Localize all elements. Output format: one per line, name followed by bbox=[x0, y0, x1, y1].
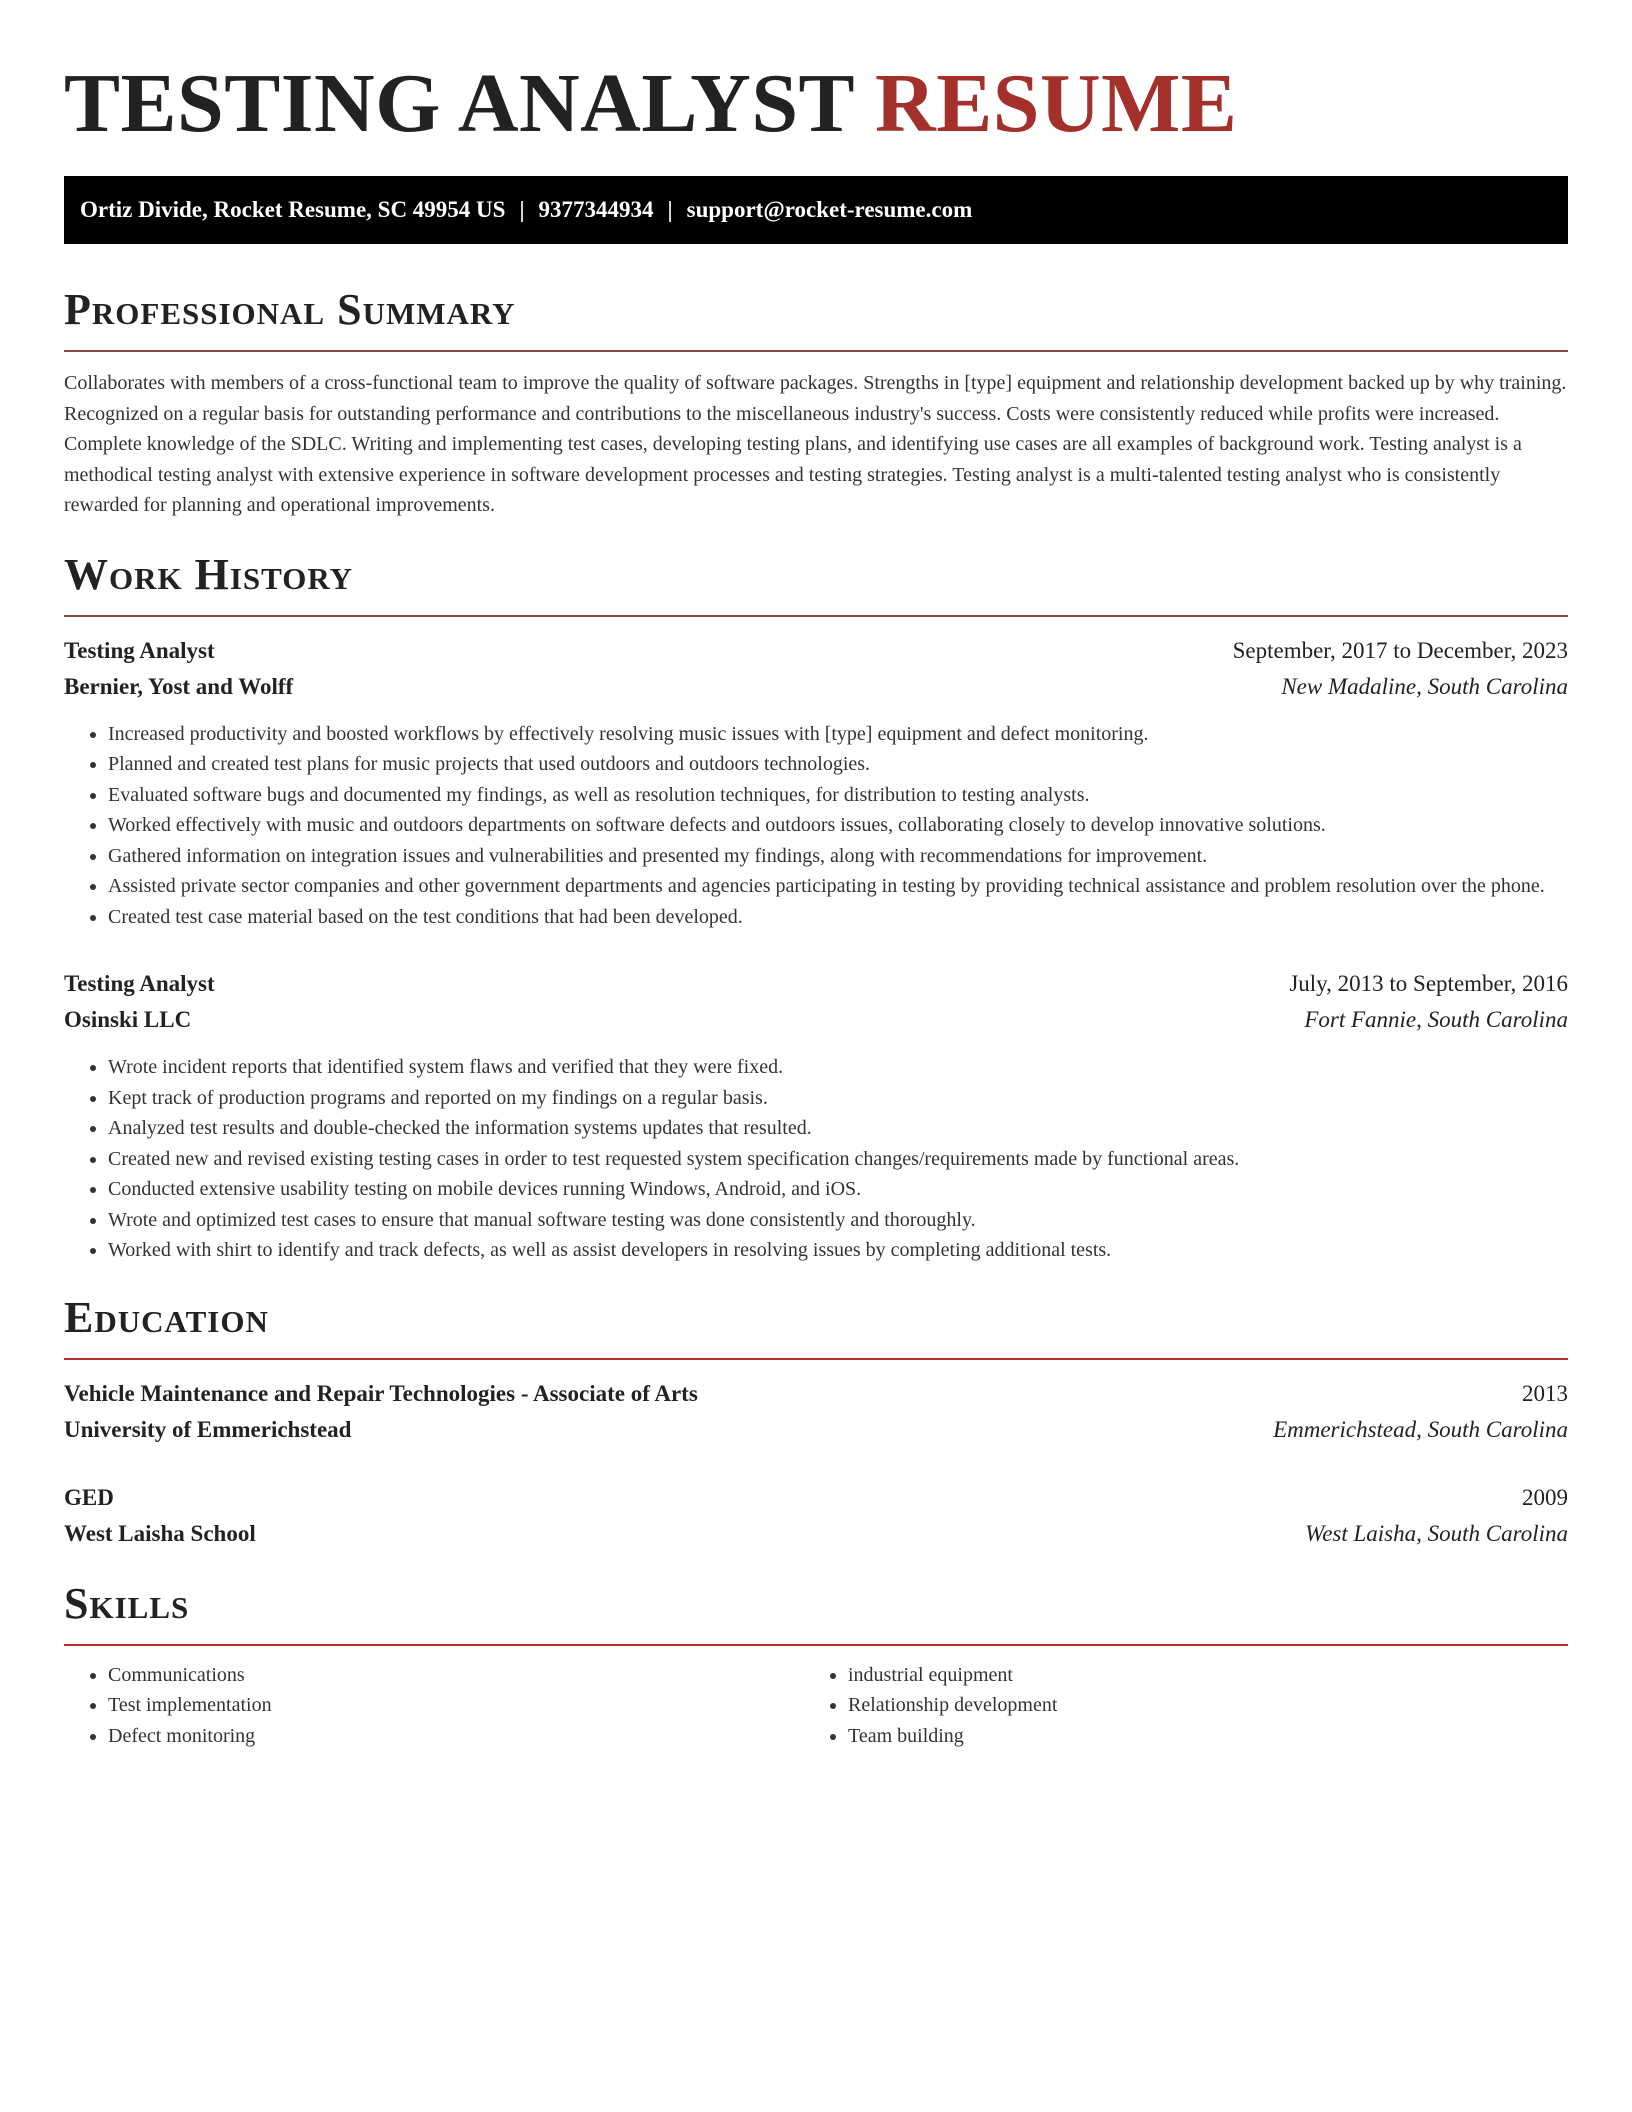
summary-heading: Professional Summary bbox=[64, 285, 516, 334]
job-company: Osinski LLC bbox=[64, 1007, 192, 1032]
skills-column-right bbox=[804, 1660, 1544, 1752]
skill-item: • industrial equipment bbox=[848, 1660, 1544, 1691]
job-title: Testing Analyst bbox=[64, 971, 215, 996]
education-year: 2009 bbox=[1522, 1484, 1568, 1510]
skill-item: • Relationship development bbox=[848, 1690, 1544, 1721]
contact-phone: 9377344934 bbox=[538, 197, 654, 222]
job-bullet: • Created test case material based on the test conditions that had been developed. bbox=[108, 902, 1568, 933]
job-title: Testing Analyst bbox=[64, 637, 215, 663]
work-history-heading: Work History bbox=[64, 549, 354, 599]
skills-heading: Skills bbox=[64, 1578, 190, 1628]
job-bullet: • Analyzed test results and double-checked the information systems updates that resulted. bbox=[108, 1113, 1568, 1144]
job-header-row bbox=[64, 966, 1568, 1002]
education-year: 2013 bbox=[1522, 1380, 1568, 1406]
job-bullets bbox=[64, 719, 1568, 933]
section-divider bbox=[64, 1644, 1568, 1646]
contact-address: Ortiz Divide, Rocket Resume, SC 49954 US bbox=[80, 197, 506, 222]
education-school: University of Emmerichstead bbox=[64, 1416, 352, 1442]
education-header-row bbox=[64, 1480, 1568, 1516]
job-location: Fort Fannie, South Carolina bbox=[1304, 1007, 1568, 1032]
education-header-row bbox=[64, 1376, 1568, 1412]
job-entry bbox=[64, 966, 1568, 1266]
education-school-row bbox=[64, 1516, 1568, 1552]
job-bullet: • Increased productivity and boosted workflows by effectively resolving music issues with [type] equipment and defect monitoring. bbox=[108, 719, 1568, 750]
work-history-section bbox=[64, 549, 1568, 1266]
job-header-row bbox=[64, 633, 1568, 669]
section-divider bbox=[64, 615, 1568, 617]
job-bullet: • Assisted private sector companies and other government departments and agencies participating in testing by providing technical assistance and problem resolution over the phone. bbox=[108, 871, 1568, 902]
contact-separator: | bbox=[519, 197, 525, 222]
skills-grid bbox=[64, 1660, 1568, 1752]
section-divider bbox=[64, 1358, 1568, 1360]
title-accent: RESUME bbox=[875, 57, 1238, 150]
education-location: West Laisha, South Carolina bbox=[1305, 1520, 1568, 1546]
education-school: West Laisha School bbox=[64, 1520, 256, 1546]
skills-section bbox=[64, 1578, 1568, 1752]
contact-bar bbox=[64, 176, 1568, 244]
skill-item: • Communications bbox=[108, 1660, 804, 1691]
skill-item: • Defect monitoring bbox=[108, 1721, 804, 1752]
summary-section bbox=[64, 284, 1568, 521]
job-bullet: • Wrote and optimized test cases to ensure that manual software testing was done consistently and thoroughly. bbox=[108, 1205, 1568, 1236]
job-bullets bbox=[64, 1052, 1568, 1266]
job-company-row bbox=[64, 669, 1568, 705]
skills-list bbox=[64, 1660, 804, 1752]
job-dates: July, 2013 to September, 2016 bbox=[1289, 971, 1568, 996]
job-bullet: • Created new and revised existing testing cases in order to test requested system specification changes/requirements made by functional areas. bbox=[108, 1144, 1568, 1175]
skill-item: • Test implementation bbox=[108, 1690, 804, 1721]
contact-email: support@rocket-resume.com bbox=[686, 197, 973, 222]
skills-list bbox=[804, 1660, 1544, 1752]
job-company: Bernier, Yost and Wolff bbox=[64, 673, 294, 699]
job-bullet: • Wrote incident reports that identified system flaws and verified that they were fixed. bbox=[108, 1052, 1568, 1083]
section-divider bbox=[64, 350, 1568, 352]
education-entry bbox=[64, 1480, 1568, 1552]
education-degree: Vehicle Maintenance and Repair Technologies - Associate of Arts bbox=[64, 1380, 698, 1406]
job-location: New Madaline, South Carolina bbox=[1281, 673, 1568, 699]
job-entry bbox=[64, 633, 1568, 933]
summary-text: Collaborates with members of a cross-functional team to improve the quality of software packages. Strengths in [type] equipment and relationship development backed up by why training. Recognized on a regular basis for outstanding performance and contributions to the miscellaneous industry's success. Costs were consistently reduced while profits were increased. Complete knowledge of the SDLC. Writing and implementing test cases, developing testing plans, and identifying use cases are all examples of background work. Testing analyst is a methodical testing analyst with extensive experience in software development processes and testing strategies. Testing analyst is a multi-talented testing analyst who is consistently rewarded for planning and operational improvements. bbox=[64, 372, 1567, 516]
job-bullet: • Evaluated software bugs and documented my findings, as well as resolution techniques, for distribution to testing analysts. bbox=[108, 780, 1568, 811]
job-bullet: • Worked effectively with music and outdoors departments on software defects and outdoors issues, collaborating closely to develop innovative solutions. bbox=[108, 810, 1568, 841]
skills-column-left bbox=[64, 1660, 804, 1752]
skill-item: • Team building bbox=[848, 1721, 1544, 1752]
job-bullet: • Conducted extensive usability testing on mobile devices running Windows, Android, and iOS. bbox=[108, 1174, 1568, 1205]
education-location: Emmerichstead, South Carolina bbox=[1273, 1416, 1568, 1442]
education-section bbox=[64, 1292, 1568, 1552]
title-main: TESTING ANALYST bbox=[64, 57, 854, 150]
job-bullet: • Worked with shirt to identify and track defects, as well as assist developers in resolving issues by completing additional tests. bbox=[108, 1235, 1568, 1266]
education-entry bbox=[64, 1376, 1568, 1448]
job-bullet: • Gathered information on integration issues and vulnerabilities and presented my findings, along with recommendations for improvement. bbox=[108, 841, 1568, 872]
job-bullet: • Kept track of production programs and reported on my findings on a regular basis. bbox=[108, 1083, 1568, 1114]
job-dates: September, 2017 to December, 2023 bbox=[1232, 637, 1568, 663]
resume-title bbox=[64, 54, 1568, 154]
education-degree: GED bbox=[64, 1484, 114, 1510]
contact-separator: | bbox=[667, 197, 673, 222]
education-heading: Education bbox=[64, 1292, 269, 1342]
job-company-row bbox=[64, 1002, 1568, 1038]
job-bullet: • Planned and created test plans for music projects that used outdoors and outdoors technologies. bbox=[108, 749, 1568, 780]
education-school-row bbox=[64, 1412, 1568, 1448]
